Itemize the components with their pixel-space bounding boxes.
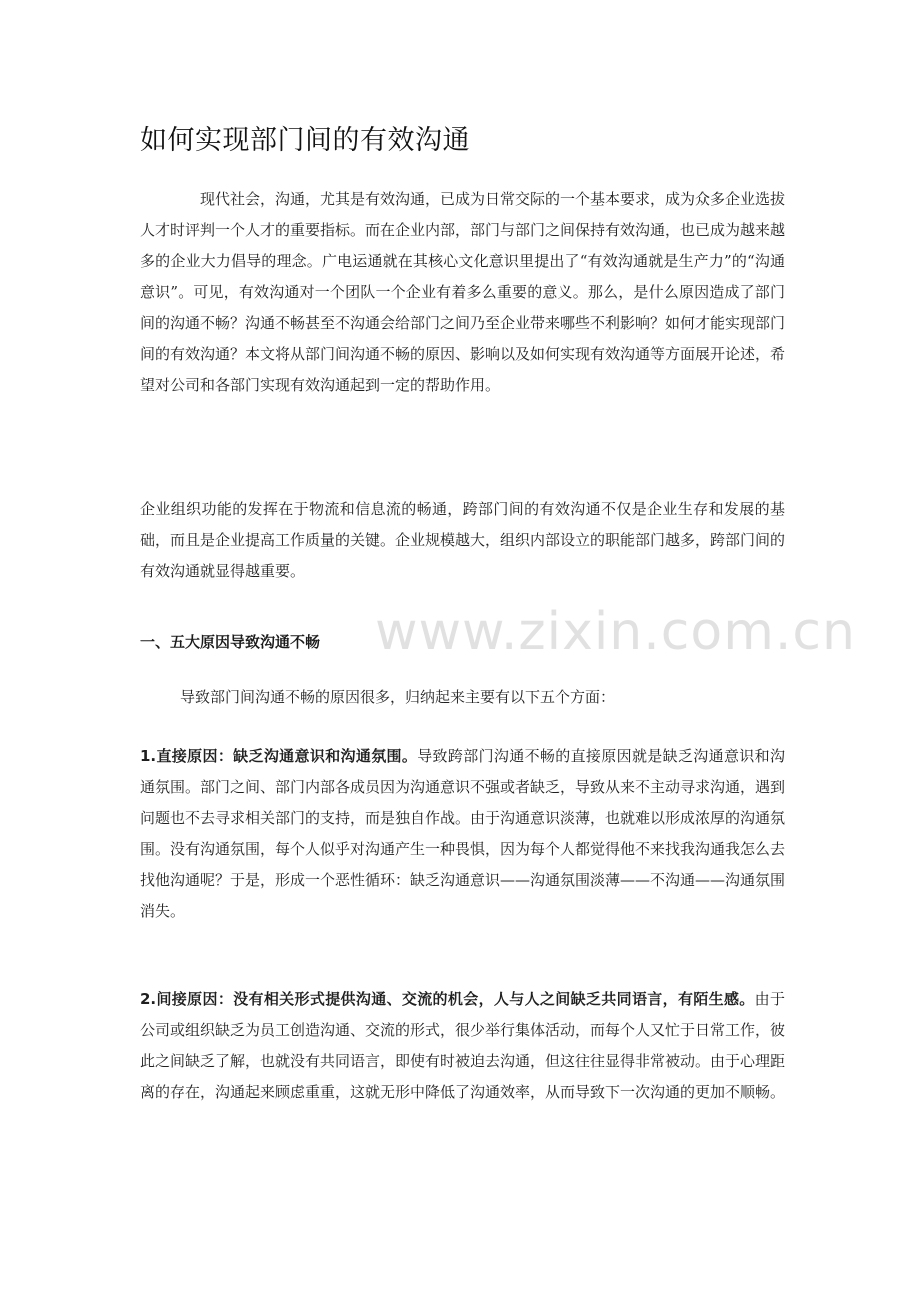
item-1-paragraph [140, 741, 785, 927]
paragraph-2: 企业组织功能的发挥在于物流和信息流的畅通，跨部门间的有效沟通不仅是企业生存和发展的基础，而且是企业提高工作质量的关键。企业规模越大，组织内部设立的职能部门越多，跨部门间的有效沟通就显得越重要。 [140, 500, 786, 580]
section-1-heading: 一、五大原因导致沟通不畅 [140, 633, 321, 651]
section-1-intro: 导致部门间沟通不畅的原因很多，归纳起来主要有以下五个方面： [180, 688, 616, 706]
item-1-body: 导致跨部门沟通不畅的直接原因就是缺乏沟通意识和沟通氛围。部门之间、部门内部各成员因为沟通意识不强或者缺乏，导致从来不主动寻求沟通，遇到问题也不去寻求相关部门的支持，而是独自作战。由于沟通意识淡薄，也就难以形成浓厚的沟通氛围。没有沟通氛围，每个人似乎对沟通产生一种畏惧，因为每个人都觉得他不来找我沟通我怎么去找他沟通呢？于是，形成一个恶性循环：缺乏沟通意识——沟通氛围淡薄——不沟通——沟通氛围消失。 [140, 747, 786, 920]
document-title: 如何实现部门间的有效沟通 [140, 125, 470, 156]
watermark: www.zixin.com.cn [375, 602, 856, 662]
item-2-paragraph [140, 984, 785, 1108]
intro-paragraph: 现代社会，沟通，尤其是有效沟通，已成为日常交际的一个基本要求，成为众多企业选拔人才时评判一个人才的重要指标。而在企业内部，部门与部门之间保持有效沟通，也已成为越来越多的企业大力倡导的理念。广电运通就在其核心文化意识里提出了“有效沟通就是生产力”的“沟通意识”。可见，有效沟通对一个团队一个企业有着多么重要的意义。那么，是什么原因造成了部门间的沟通不畅？沟通不畅甚至不沟通会给部门之间乃至企业带来哪些不利影响？如何才能实现部门间的有效沟通？本文将从部门间沟通不畅的原因、影响以及如何实现有效沟通等方面展开论述，希望对公司和各部门实现有效沟通起到一定的帮助作用。 [140, 190, 786, 394]
item-1-lead: 1.直接原因：缺乏沟通意识和沟通氛围。 [140, 747, 418, 765]
item-2-body: 由于公司或组织缺乏为员工创造沟通、交流的形式，很少举行集体活动，而每个人又忙于日常工作，彼此之间缺乏了解，也就没有共同语言，即使有时被迫去沟通，但这往往显得非常被动。由于心理距离的存在，沟通起来顾虑重重，这就无形中降低了沟通效率，从而导致下一次沟通的更加不顺畅。 [140, 990, 786, 1101]
item-2-lead: 2.间接原因：没有相关形式提供沟通、交流的机会，人与人之间缺乏共同语言，有陌生感。 [140, 990, 755, 1008]
